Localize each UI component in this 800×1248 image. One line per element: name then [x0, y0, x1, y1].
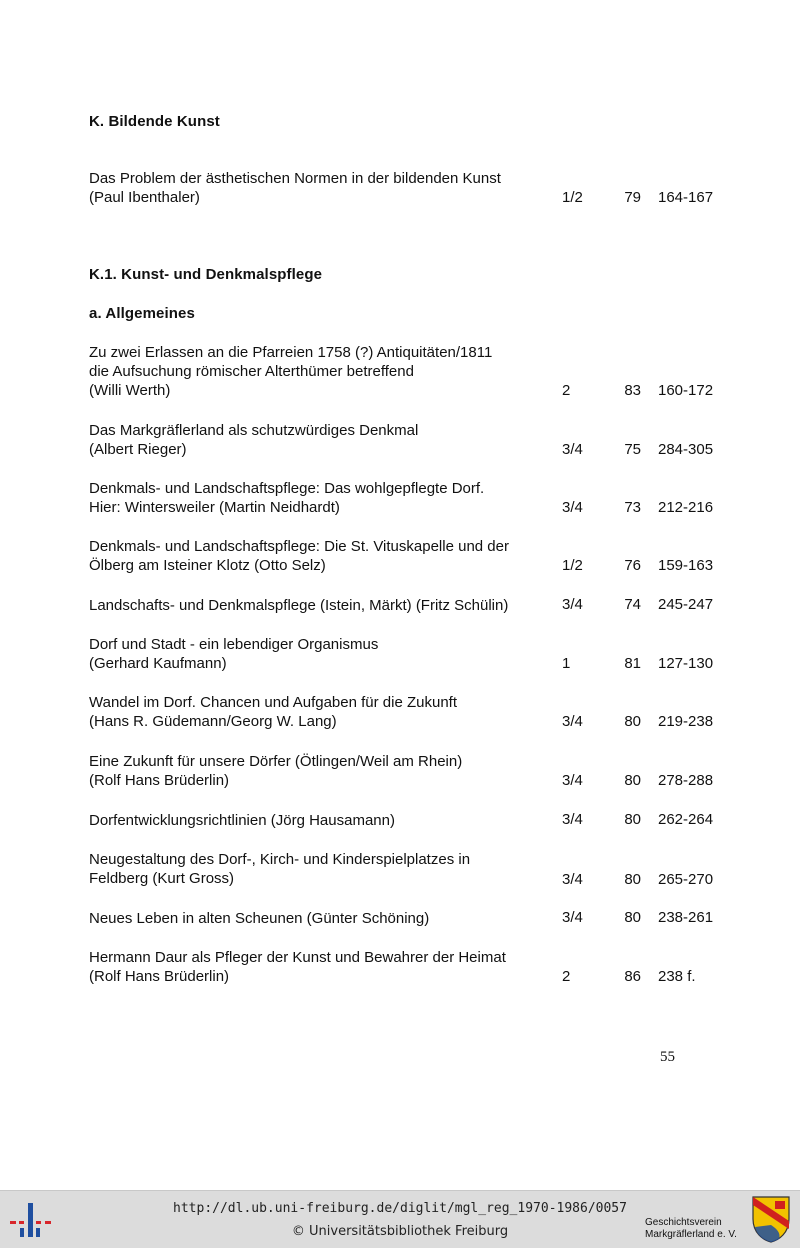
entry-line: Landschafts- und Denkmalspflege (Istein, Märkt) (Fritz Schülin) [89, 597, 509, 614]
entry-line: Das Markgräflerland als schutzwürdiges Denkmal [89, 422, 419, 439]
entry-year: 75 [624, 441, 641, 458]
entry-text [89, 811, 549, 830]
entry-volume: 3/4 [562, 596, 583, 613]
section-heading-k: K. Bildende Kunst [89, 113, 220, 130]
entry-year: 76 [624, 557, 641, 574]
entry-year: 79 [624, 189, 641, 206]
entry-line: Denkmals- und Landschaftspflege: Die St. Vituskapelle und der [89, 538, 509, 555]
entry-text [89, 421, 549, 459]
entry-text [89, 537, 549, 575]
entry-line: (Paul Ibenthaler) [89, 189, 200, 206]
entry-pages: 164-167 [658, 189, 714, 206]
entry-volume: 3/4 [562, 811, 583, 828]
entry-line: Hermann Daur als Pfleger der Kunst und Bewahrer der Heimat [89, 949, 506, 966]
entry-line: (Albert Rieger) [89, 441, 187, 458]
entry-line: Denkmals- und Landschaftspflege: Das wohlgepflegte Dorf. [89, 480, 485, 497]
entry-pages: 265-270 [658, 871, 714, 888]
entry-year: 74 [624, 596, 641, 613]
entry-text [89, 479, 549, 517]
entry-year: 80 [624, 871, 641, 888]
page-number: 55 [660, 1049, 675, 1065]
entry-line: (Hans R. Güdemann/Georg W. Lang) [89, 713, 337, 730]
entry-volume: 3/4 [562, 772, 583, 789]
bibliography-entry [89, 479, 729, 539]
entry-line: Neugestaltung des Dorf-, Kirch- und Kinderspielplatzes in [89, 851, 471, 868]
entry-text [89, 948, 549, 986]
entry-line: Ölberg am Isteiner Klotz (Otto Selz) [89, 557, 326, 574]
viewer-footer [0, 1190, 800, 1248]
entry-text [89, 909, 549, 928]
society-line: Markgräflerland e. V. [645, 1229, 737, 1240]
entry-pages: 127-130 [658, 655, 714, 672]
entry-volume: 3/4 [562, 441, 583, 458]
entry-text [89, 693, 549, 731]
entry-text [89, 850, 549, 888]
copyright-text: © Universitätsbibliothek Freiburg [291, 1224, 509, 1239]
entry-pages: 212-216 [658, 499, 714, 516]
entry-volume: 2 [562, 382, 571, 399]
entry-volume: 1/2 [562, 557, 583, 574]
entry-pages: 219-238 [658, 713, 714, 730]
entry-volume: 3/4 [562, 871, 583, 888]
entry-pages: 160-172 [658, 382, 714, 399]
entry-text [89, 343, 549, 400]
entry-year: 80 [624, 772, 641, 789]
entry-pages: 159-163 [658, 557, 714, 574]
entry-year: 81 [624, 655, 641, 672]
entry-text [89, 596, 549, 615]
bibliography-entry [89, 693, 729, 753]
entry-year: 83 [624, 382, 641, 399]
entry-text [89, 169, 549, 207]
entry-line: Feldberg (Kurt Gross) [89, 870, 235, 887]
entry-pages: 262-264 [658, 811, 714, 828]
entry-year: 73 [624, 499, 641, 516]
entry-text [89, 635, 549, 673]
bibliography-entry [89, 850, 729, 910]
entry-line: Dorfentwicklungsrichtlinien (Jörg Hausamann) [89, 812, 395, 829]
entry-volume: 2 [562, 968, 571, 985]
bibliography-entry [89, 169, 729, 229]
entry-text [89, 752, 549, 790]
entry-volume: 3/4 [562, 499, 583, 516]
bibliography-entry [89, 635, 729, 695]
entry-volume: 3/4 [562, 713, 583, 730]
society-name [645, 1217, 737, 1241]
entry-year: 80 [624, 909, 641, 926]
bibliography-entry [89, 948, 729, 1008]
entry-line: (Rolf Hans Brüderlin) [89, 772, 230, 789]
source-url-link[interactable]: http://dl.ub.uni-freiburg.de/diglit/mgl_reg_1970-1986/0057 [173, 1201, 627, 1216]
entry-line: Das Problem der ästhetischen Normen in der bildenden Kunst [89, 170, 501, 187]
entry-line: Dorf und Stadt - ein lebendiger Organismus [89, 636, 379, 653]
entry-line: (Rolf Hans Brüderlin) [89, 968, 230, 985]
entry-pages: 278-288 [658, 772, 714, 789]
coat-of-arms-icon [751, 1195, 791, 1243]
entry-line: Hier: Wintersweiler (Martin Neidhardt) [89, 499, 340, 516]
entry-year: 86 [624, 968, 641, 985]
society-line: Geschichtsverein [645, 1217, 722, 1228]
bibliography-entry [89, 343, 729, 403]
subsection-heading-a: a. Allgemeines [89, 305, 195, 322]
bibliography-entry [89, 421, 729, 481]
entry-pages: 238-261 [658, 909, 714, 926]
entry-line: die Aufsuchung römischer Alterthümer betreffend [89, 363, 414, 380]
bibliography-entry [89, 752, 729, 812]
bibliography-entry [89, 537, 729, 597]
entry-pages: 284-305 [658, 441, 714, 458]
entry-pages: 238 f. [658, 968, 696, 985]
entry-volume: 3/4 [562, 909, 583, 926]
entry-line: Neues Leben in alten Scheunen (Günter Schöning) [89, 910, 430, 927]
entry-line: Eine Zukunft für unsere Dörfer (Ötlingen/Weil am Rhein) [89, 753, 463, 770]
entry-volume: 1/2 [562, 189, 583, 206]
entry-line: Zu zwei Erlassen an die Pfarreien 1758 (?) Antiquitäten/1811 [89, 344, 493, 361]
entry-volume: 1 [562, 655, 571, 672]
entry-line: Wandel im Dorf. Chancen und Aufgaben für die Zukunft [89, 694, 457, 711]
section-heading-k1: K.1. Kunst- und Denkmalspflege [89, 266, 323, 283]
entry-year: 80 [624, 713, 641, 730]
entry-year: 80 [624, 811, 641, 828]
entry-line: (Gerhard Kaufmann) [89, 655, 227, 672]
entry-line: (Willi Werth) [89, 382, 171, 399]
entry-pages: 245-247 [658, 596, 714, 613]
